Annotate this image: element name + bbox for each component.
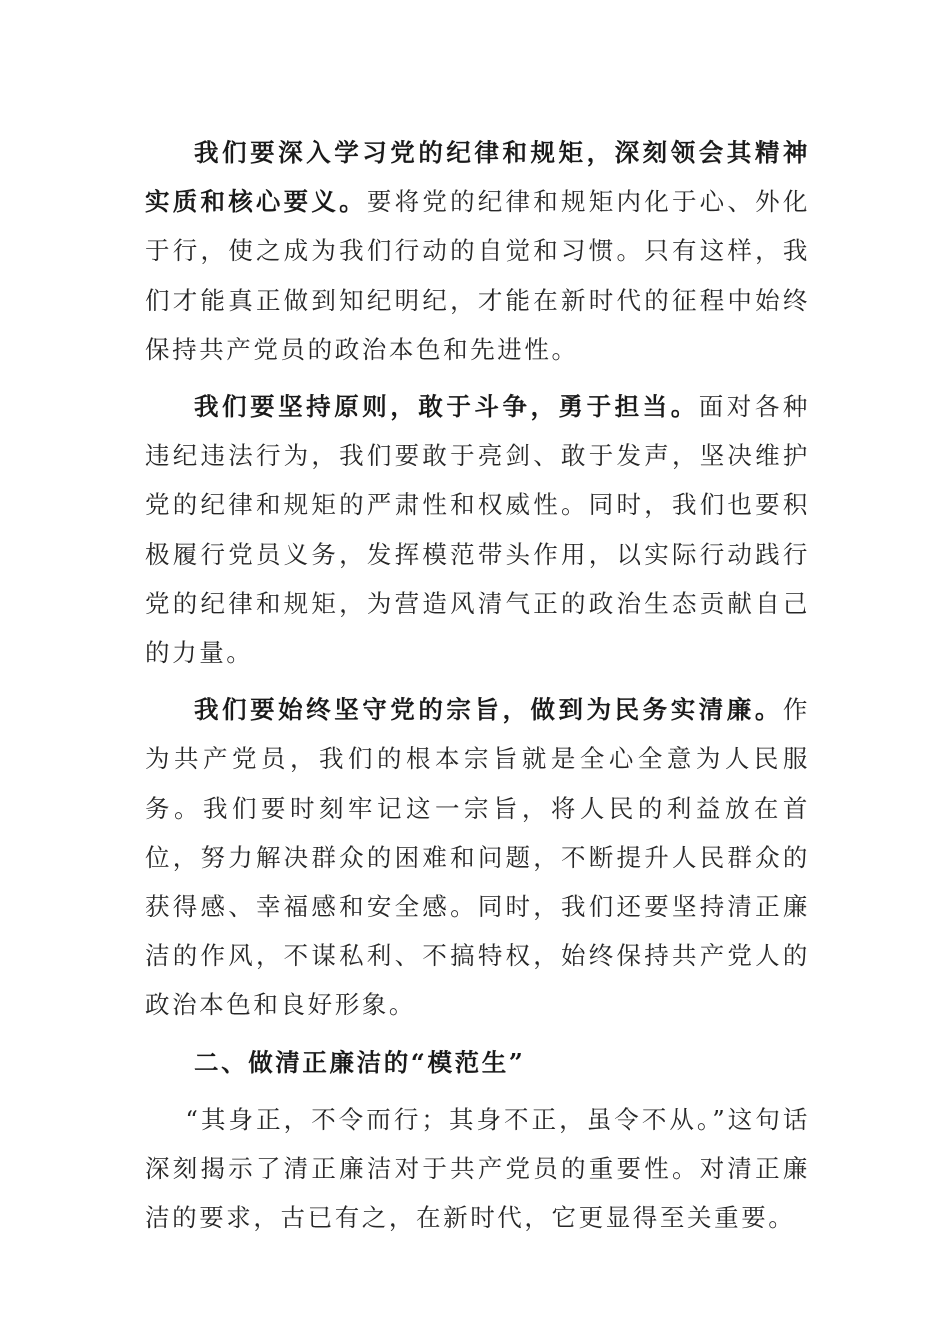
paragraph-lead: 我们要始终坚守党的宗旨，做到为民务实清廉。 bbox=[194, 695, 783, 725]
paragraph-body: 作为共产党员，我们的根本宗旨就是全心全意为人民服务。我们要时刻牢记这一宗旨，将人民的利益放在首位，努力解决群众的困难和问题，不断提升人民群众的获得感、幸福感和安全感。同时，我们还要坚持清正廉洁的作风，不谋私利、不搞特权，始终保持共产党人的政治本色和良好形象。 bbox=[145, 695, 810, 1020]
paragraph-lead: 我们要深入学习党的纪律和规矩，深刻领会其精神实质和核心要义。 bbox=[145, 138, 810, 217]
paragraph-closing: “其身正，不令而行；其身不正，虽令不从。”这句话深刻揭示了清正廉洁对于共产党员的重要性。对清正廉洁的要求，古已有之，在新时代，它更显得至关重要。 bbox=[145, 1104, 810, 1233]
paragraph-lead: 我们要坚持原则，敢于斗争，勇于担当。 bbox=[194, 392, 699, 422]
paragraph-uphold-principles bbox=[145, 382, 810, 677]
paragraph-body: 面对各种违纪违法行为，我们要敢于亮剑、敢于发声，坚决维护党的纪律和规矩的严肃性和权威性。同时，我们也要积极履行党员义务，发挥模范带头作用，以实际行动践行党的纪律和规矩，为营造风清气正的政治生态贡献自己的力量。 bbox=[145, 392, 810, 668]
paragraph-study-discipline bbox=[145, 128, 810, 374]
section-heading: 二、做清正廉洁的“模范生” bbox=[194, 1047, 526, 1077]
paragraph-body: 要将党的纪律和规矩内化于心、外化于行，使之成为我们行动的自觉和习惯。只有这样，我们才能真正做到知纪明纪，才能在新时代的征程中始终保持共产党员的政治本色和先进性。 bbox=[145, 187, 810, 364]
document-page bbox=[145, 128, 810, 1250]
paragraph-party-purpose bbox=[145, 685, 810, 1029]
